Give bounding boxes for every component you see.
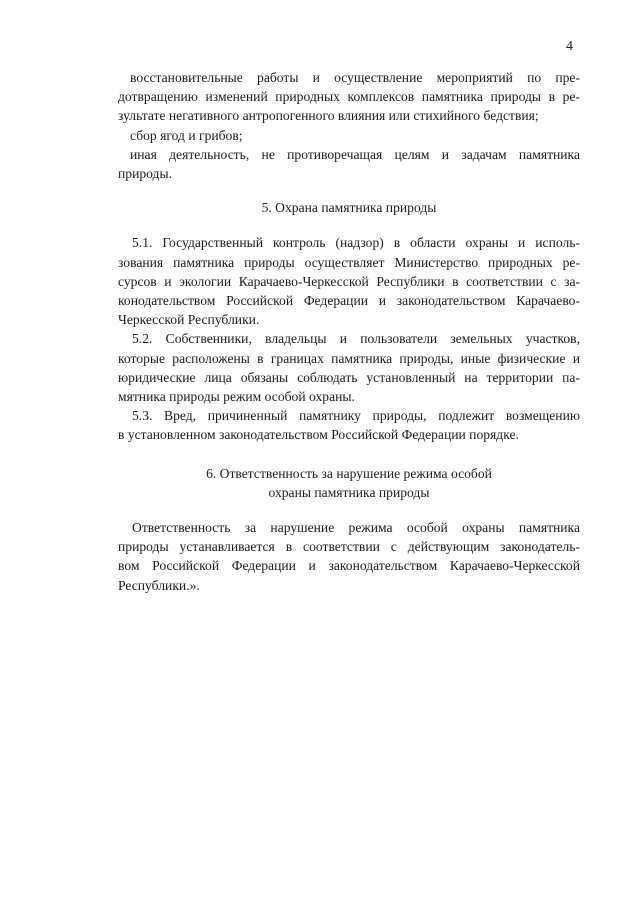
paragraph-line: Республики.». [118, 577, 200, 593]
intro-line: природы. [118, 166, 172, 182]
page-number: 4 [566, 39, 573, 54]
paragraph-line: зования памятника природы осуществляет Министерство природных ре- [118, 254, 580, 270]
paragraph-line: Черкесской Республики. [118, 312, 260, 328]
section-5-paragraph-3 [118, 406, 580, 444]
paragraph-line: 5.1. Государственный контроль (надзор) в области охраны и исполь- [132, 235, 580, 251]
paragraph-line: Ответственность за нарушение режима особой охраны памятника [132, 520, 580, 536]
section-6-heading [118, 464, 580, 502]
paragraph-line: сурсов и экологии Карачаево-Черкесской Республики в соответствии с за- [118, 273, 580, 289]
document-body [118, 68, 580, 595]
section-6-paragraph-1 [118, 518, 580, 595]
intro-line: дотвращению изменений природных комплексов памятника природы в ре- [118, 89, 580, 105]
section-6-heading-line: охраны памятника природы [268, 484, 430, 500]
paragraph-line: юридические лица обязаны соблюдать установленный на территории па- [118, 369, 580, 385]
section-5-paragraph-1 [118, 233, 580, 329]
section-5-heading: 5. Охрана памятника природы [261, 200, 437, 216]
paragraph-line: 5.2. Собственники, владельцы и пользователи земельных участков, [132, 331, 580, 347]
section-5-paragraph-2 [118, 329, 580, 406]
intro-line: зультате негативного антропогенного влияния или стихийного бедствия; [118, 108, 539, 124]
paragraph-line: природы устанавливается в соответствии с действующим законодатель- [118, 539, 580, 555]
paragraph-line: которые расположены в границах памятника природы, иные физические и [118, 350, 580, 366]
paragraph-line: вом Российской Федерации и законодательством Карачаево-Черкесской [118, 558, 580, 574]
section-6-heading-line: 6. Ответственность за нарушение режима особой [206, 465, 492, 481]
intro-line: иная деятельность, не противоречащая целям и задачам памятника [130, 146, 580, 162]
intro-line: восстановительные работы и осуществление мероприятий по пре- [130, 70, 580, 85]
intro-paragraph [118, 68, 580, 183]
intro-line: сбор ягод и грибов; [130, 127, 243, 143]
paragraph-line: конодательством Российской Федерации и законодательством Карачаево- [118, 293, 580, 309]
paragraph-line: мятника природы режим особой охраны. [118, 389, 355, 405]
paragraph-line: 5.3. Вред, причиненный памятнику природы, подлежит возмещению [132, 408, 580, 424]
paragraph-line: в установленном законодательством Российской Федерации порядке. [118, 427, 519, 443]
